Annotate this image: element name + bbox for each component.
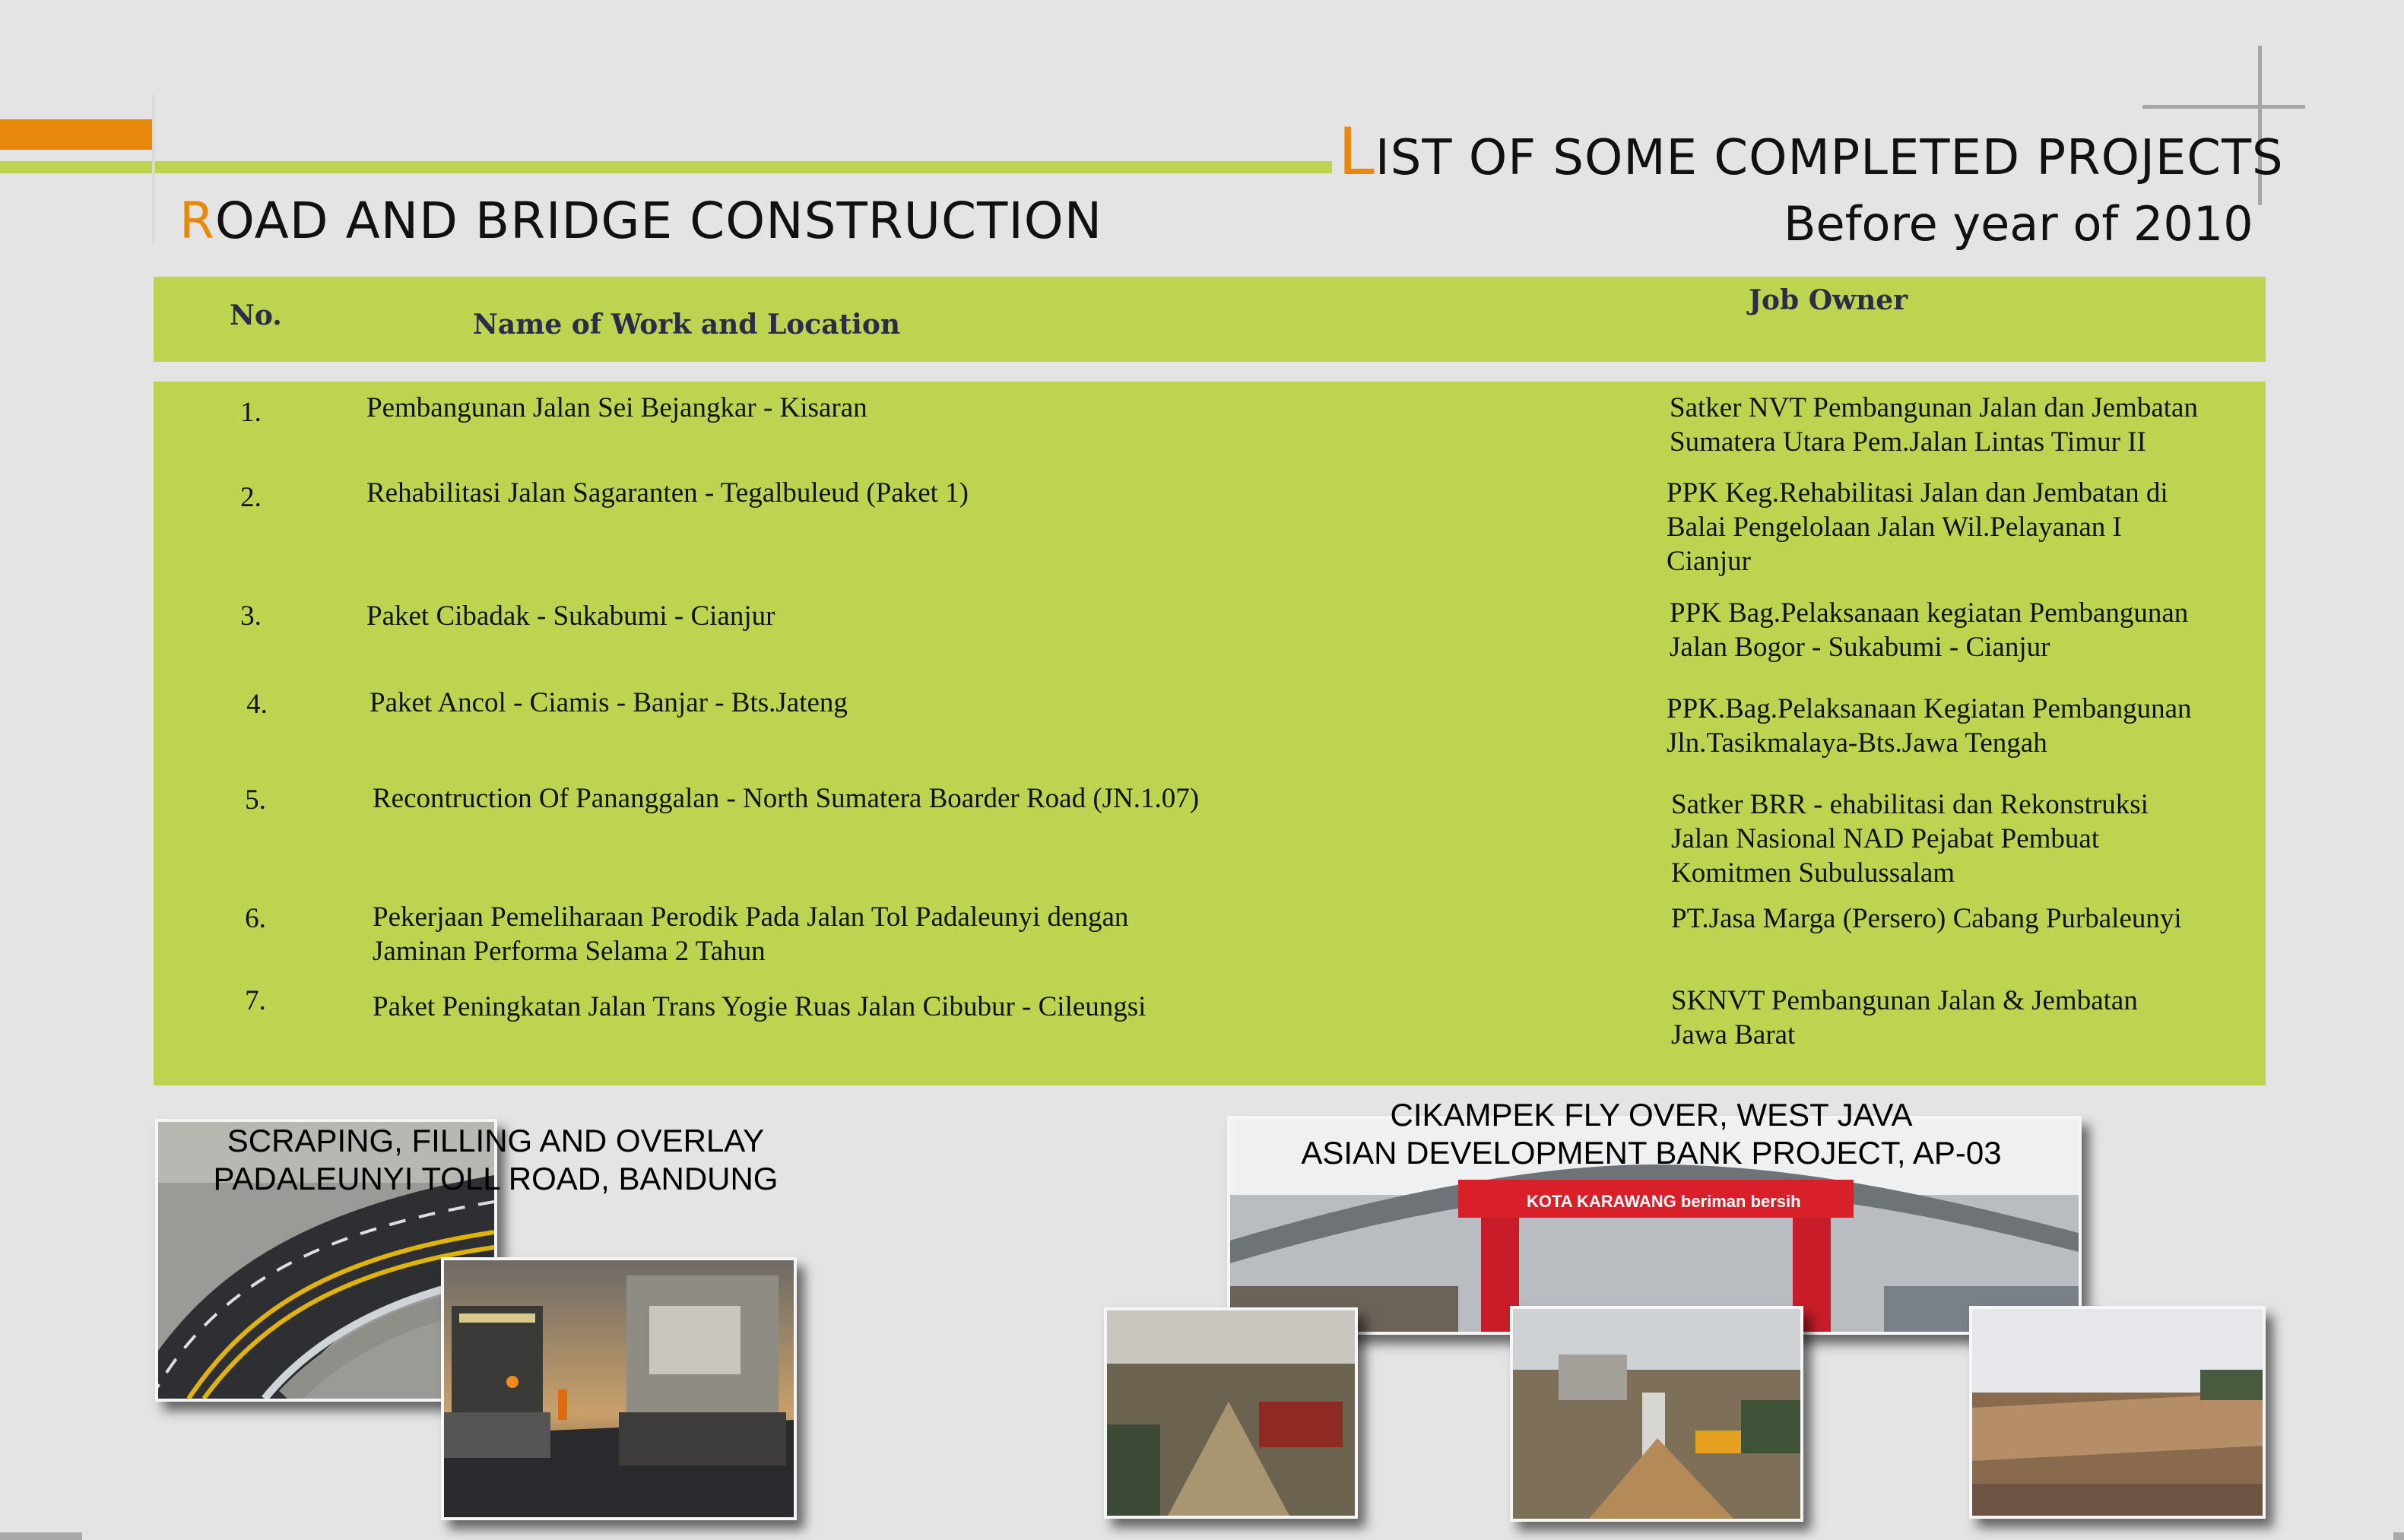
name-line: Jaminan Performa Selama 2 Tahun <box>373 936 766 967</box>
table-row-4-no: 4. <box>246 689 268 720</box>
table-row-1-no: 1. <box>240 397 262 428</box>
section-rest: OAD AND BRIDGE CONSTRUCTION <box>214 192 1103 250</box>
title-initial: L <box>1338 114 1375 190</box>
section-title <box>179 192 1102 250</box>
table-row-7-owner <box>1671 984 2138 1052</box>
caption-line: SCRAPING, FILLING AND OVERLAY <box>227 1123 765 1158</box>
table-row-5-owner <box>1671 787 2149 890</box>
table-body <box>154 382 2266 1085</box>
column-header-owner: Job Owner <box>1749 284 1908 316</box>
caption-line: ASIAN DEVELOPMENT BANK PROJECT, AP-03 <box>1301 1135 2002 1171</box>
table-row-1-owner <box>1670 391 2198 459</box>
photo-paving-machines <box>441 1257 797 1520</box>
owner-line: Satker NVT Pembangunan Jalan dan Jembatan <box>1670 392 2198 423</box>
owner-line: Komitmen Subulussalam <box>1671 857 1955 889</box>
flyover-sign-text: KOTA KARAWANG beriman bersih <box>1527 1192 1801 1211</box>
photo-construction-site-2 <box>1510 1306 1803 1522</box>
owner-line: Sumatera Utara Pem.Jalan Lintas Timur II <box>1670 426 2146 458</box>
bottom-accent-bar <box>0 1532 82 1540</box>
caption-line: CIKAMPEK FLY OVER, WEST JAVA <box>1390 1097 1913 1133</box>
table-header <box>154 277 2266 362</box>
paving-machines-illustration <box>444 1260 794 1517</box>
table-row-3-owner <box>1670 596 2188 664</box>
table-row-6-name <box>373 900 1128 968</box>
owner-line: Jalan Nasional NAD Pejabat Pembuat <box>1671 823 2100 854</box>
table-row-7-no: 7. <box>245 985 266 1016</box>
right-photo-caption <box>1227 1096 2076 1172</box>
construction-site-illustration <box>1107 1310 1355 1516</box>
table-row-6-owner <box>1671 902 2182 936</box>
owner-line: Jawa Barat <box>1671 1019 1796 1050</box>
bottom-accent-bar-right <box>2393 1532 2404 1540</box>
construction-site-illustration <box>1513 1309 1800 1519</box>
owner-line: PPK Bag.Pelaksanaan kegiatan Pembangunan <box>1670 597 2189 629</box>
column-header-name: Name of Work and Location <box>473 309 901 341</box>
owner-line: PT.Jasa Marga (Persero) Cabang Purbaleunyi <box>1671 903 2182 934</box>
table-row-2-name: Rehabilitasi Jalan Sagaranten - Tegalbuleud (Paket 1) <box>366 477 969 509</box>
page-subtitle: Before year of 2010 <box>1784 196 2253 252</box>
photo-construction-site-3 <box>1969 1306 2266 1519</box>
table-row-2-no: 2. <box>240 482 262 513</box>
crosshair-horizontal <box>2142 105 2305 109</box>
table-row-6-no: 6. <box>245 903 266 934</box>
table-row-7-name: Paket Peningkatan Jalan Trans Yogie Ruas Jalan Cibubur - Cileungsi <box>373 991 1146 1022</box>
title-rest: IST OF SOME COMPLETED PROJECTS <box>1375 130 2284 186</box>
orange-accent-bar <box>0 119 154 150</box>
table-row-4-name: Paket Ancol - Ciamis - Banjar - Bts.Jateng <box>369 687 848 718</box>
table-row-1-name: Pembangunan Jalan Sei Bejangkar - Kisaran <box>366 392 867 423</box>
caption-line: PADALEUNYI TOLL ROAD, BANDUNG <box>213 1161 779 1196</box>
construction-site-illustration <box>1972 1309 2263 1516</box>
left-divider-line <box>152 95 155 243</box>
name-line: Pekerjaan Pemeliharaan Perodik Pada Jalan Tol Padaleunyi dengan <box>373 902 1129 933</box>
section-initial: R <box>179 192 215 250</box>
owner-line: Satker BRR - ehabilitasi dan Rekonstruksi <box>1671 789 2149 820</box>
table-row-4-owner <box>1667 692 2192 760</box>
table-row-5-no: 5. <box>245 784 266 816</box>
page-title <box>1338 114 2284 190</box>
owner-line: Balai Pengelolaan Jalan Wil.Pelayanan I <box>1667 512 2122 543</box>
table-row-5-name: Recontruction Of Pananggalan - North Sumatera Boarder Road (JN.1.07) <box>373 783 1200 814</box>
owner-line: Jln.Tasikmalaya-Bts.Jawa Tengah <box>1667 727 2047 759</box>
left-photo-caption <box>199 1122 792 1198</box>
column-header-no: No. <box>230 299 282 331</box>
owner-line: PPK Keg.Rehabilitasi Jalan dan Jembatan di <box>1667 477 2168 509</box>
owner-line: Jalan Bogor - Sukabumi - Cianjur <box>1670 632 2050 663</box>
owner-line: PPK.Bag.Pelaksanaan Kegiatan Pembangunan <box>1667 693 2192 724</box>
owner-line: SKNVT Pembangunan Jalan & Jembatan <box>1671 985 2138 1016</box>
table-row-3-name: Paket Cibadak - Sukabumi - Cianjur <box>366 600 775 632</box>
table-row-3-no: 3. <box>240 600 262 632</box>
photo-construction-site-1 <box>1104 1307 1358 1519</box>
table-row-2-owner <box>1667 476 2168 578</box>
owner-line: Cianjur <box>1667 546 1751 577</box>
green-accent-line <box>0 161 1332 173</box>
